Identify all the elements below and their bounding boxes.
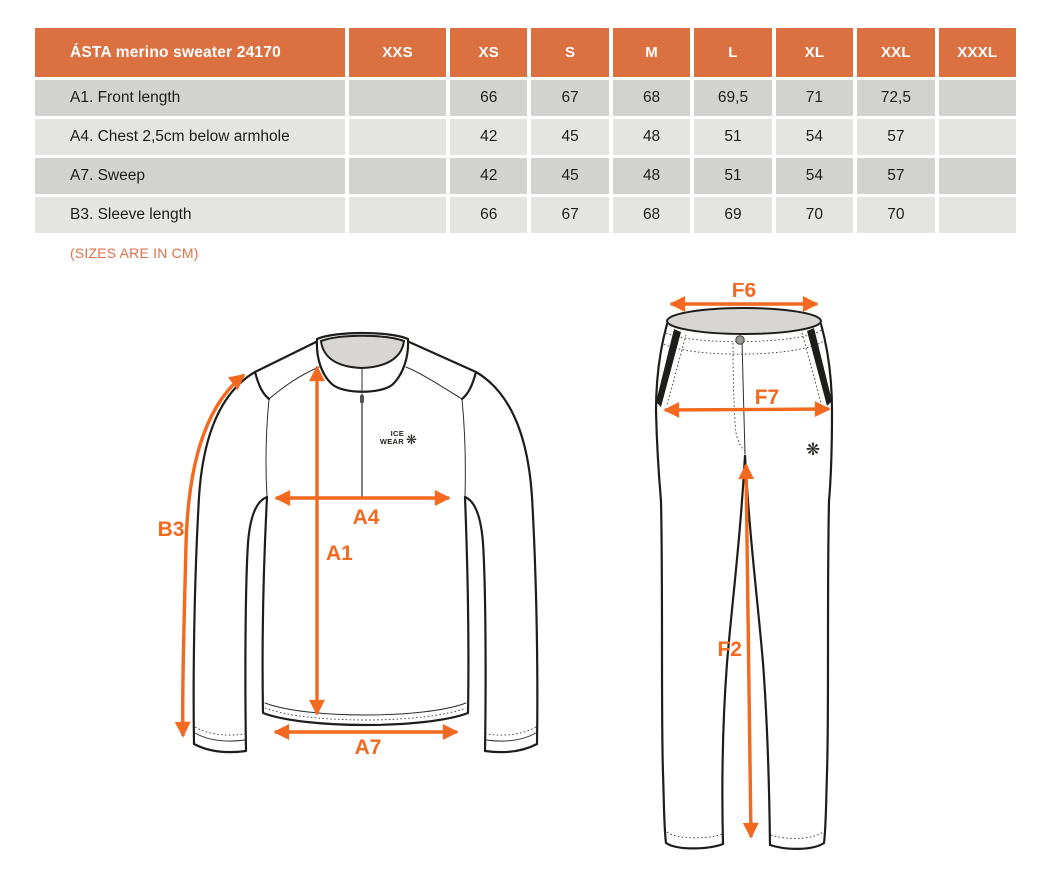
- value-cell: 67: [531, 80, 608, 116]
- size-header-l: L: [694, 28, 771, 77]
- arrow-b3-sleeve: [183, 375, 244, 736]
- sweater-body-outline: [263, 497, 469, 725]
- value-cell: 42: [450, 119, 527, 155]
- sweater-logo-line1: ICE: [390, 429, 404, 438]
- pants-fly-line: [742, 340, 745, 454]
- value-cell: 67: [531, 197, 608, 233]
- sweater-left-yoke-seam: [266, 367, 319, 497]
- size-header-xl: XL: [776, 28, 853, 77]
- value-cell: 69,5: [694, 80, 771, 116]
- sweater-left-shoulder-line: [255, 341, 318, 399]
- row-label-chest: A4. Chest 2,5cm below armhole: [35, 119, 345, 155]
- product-title: ÁSTA merino sweater 24170: [35, 28, 345, 77]
- value-cell: 68: [613, 80, 690, 116]
- value-cell: 51: [694, 158, 771, 194]
- value-cell: [939, 197, 1016, 233]
- label-f6: F6: [731, 283, 757, 302]
- value-cell: [939, 158, 1016, 194]
- pants-measurement-diagram: [630, 283, 890, 883]
- value-cell: 48: [613, 119, 690, 155]
- sweater-left-cuff-line: [195, 733, 245, 741]
- label-a7: A7: [354, 736, 382, 759]
- value-cell: 57: [857, 119, 934, 155]
- value-cell: [939, 80, 1016, 116]
- pants-waistband-stitch-bottom: [664, 341, 824, 354]
- sweater-right-cuff-stitch: [486, 727, 536, 735]
- value-cell: 72,5: [857, 80, 934, 116]
- row-label-front-length: A1. Front length: [35, 80, 345, 116]
- value-cell: 66: [450, 80, 527, 116]
- sweater-logo-line2: WEAR: [379, 437, 404, 446]
- sizes-unit-note: (SIZES ARE IN CM): [70, 245, 199, 261]
- value-cell: 54: [776, 158, 853, 194]
- size-header-xxl: XXL: [857, 28, 934, 77]
- pants-right-pocket: [807, 328, 832, 406]
- pants-left-hem-stitch: [667, 832, 722, 838]
- value-cell: [349, 197, 446, 233]
- pants-logo-snowflake-icon: ❋: [805, 440, 821, 460]
- sweater-right-cuff-line: [486, 733, 536, 741]
- value-cell: 66: [450, 197, 527, 233]
- value-cell: 42: [450, 158, 527, 194]
- sweater-right-yoke-seam: [406, 367, 465, 497]
- sweater-zip-pull: [360, 395, 364, 403]
- sweater-right-shoulder-line: [407, 341, 476, 399]
- value-cell: [349, 158, 446, 194]
- size-header-m: M: [613, 28, 690, 77]
- value-cell: 45: [531, 158, 608, 194]
- label-f2: F2: [717, 638, 742, 661]
- size-header-xxs: XXS: [349, 28, 446, 77]
- value-cell: 71: [776, 80, 853, 116]
- pants-waist-opening: [667, 308, 821, 334]
- pants-button: [736, 336, 744, 344]
- label-a4: A4: [352, 506, 380, 529]
- value-cell: 54: [776, 119, 853, 155]
- label-a1: A1: [326, 542, 353, 565]
- row-label-sleeve-length: B3. Sleeve length: [35, 197, 345, 233]
- sweater-measurement-diagram: [145, 295, 565, 775]
- value-cell: 48: [613, 158, 690, 194]
- value-cell: 51: [694, 119, 771, 155]
- value-cell: 57: [857, 158, 934, 194]
- sweater-hem-line: [265, 703, 466, 715]
- sweater-left-cuff-stitch: [195, 727, 245, 735]
- arrow-f7-hip: [665, 409, 829, 410]
- value-cell: [939, 119, 1016, 155]
- value-cell: [349, 119, 446, 155]
- pants-left-pocket: [656, 329, 681, 407]
- value-cell: 70: [776, 197, 853, 233]
- size-header-s: S: [531, 28, 608, 77]
- value-cell: 69: [694, 197, 771, 233]
- size-header-xxxl: XXXL: [939, 28, 1016, 77]
- sweater-logo-snowflake-icon: ❋: [406, 433, 417, 448]
- value-cell: [349, 80, 446, 116]
- value-cell: 68: [613, 197, 690, 233]
- value-cell: 45: [531, 119, 608, 155]
- size-header-xs: XS: [450, 28, 527, 77]
- pants-left-leg-outline: [656, 324, 745, 848]
- label-b3: B3: [157, 518, 185, 541]
- row-label-sweep: A7. Sweep: [35, 158, 345, 194]
- size-chart-table: [35, 28, 1016, 233]
- label-f7: F7: [754, 386, 780, 409]
- value-cell: 70: [857, 197, 934, 233]
- pants-right-hem-stitch: [771, 832, 823, 838]
- sweater-right-sleeve-outline: [465, 372, 537, 752]
